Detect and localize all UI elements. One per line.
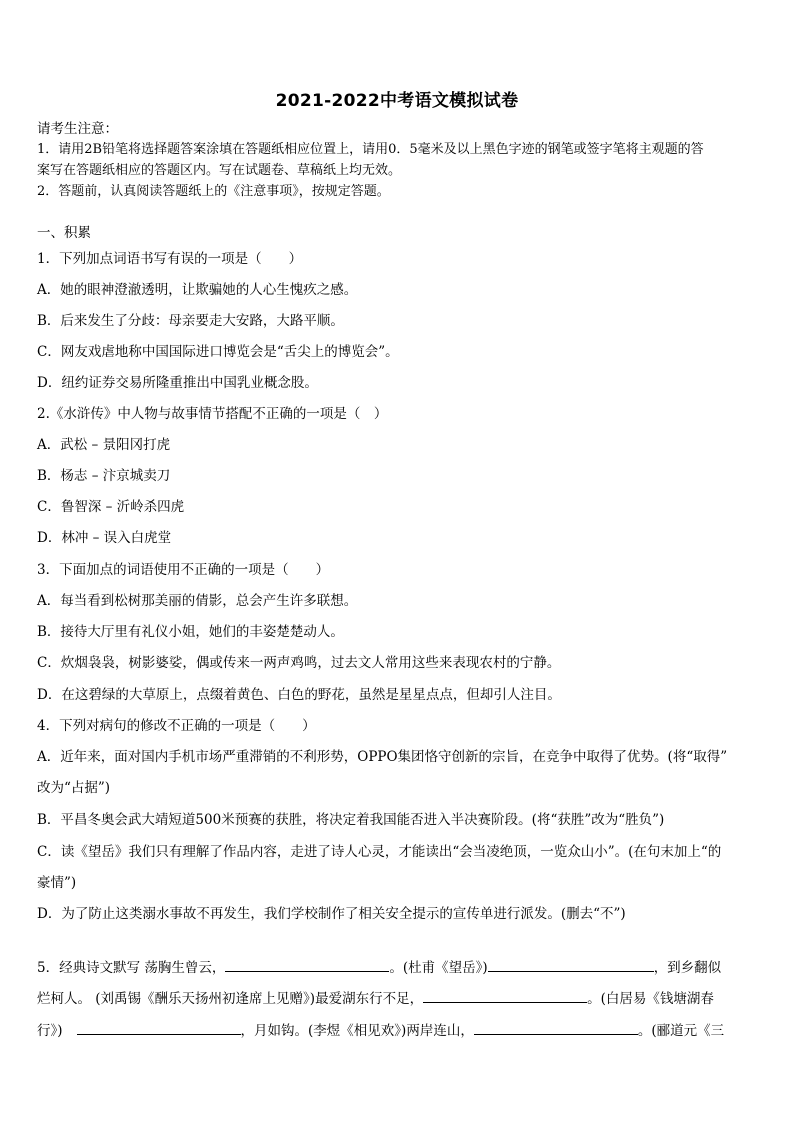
question-2-option-a: A．武松 – 景阳冈打虎 — [37, 437, 171, 453]
question-3-stem: 3．下面加点的词语使用不正确的一项是（ ） — [37, 562, 330, 578]
question-1-stem: 1．下列加点词语书写有误的一项是（ ） — [37, 251, 303, 267]
question-5-source-4: 。(郦道元《三 — [637, 1023, 725, 1039]
question-2-stem: 2.《水浒传》中人物与故事情节搭配不正确的一项是（ ） — [37, 406, 388, 422]
question-5-line-3 — [37, 1020, 759, 1040]
answer-blank-3[interactable] — [423, 988, 587, 1003]
answer-blank-1[interactable] — [225, 957, 389, 972]
notice-heading: 请考生注意： — [37, 121, 118, 137]
question-2-option-b: B．杨志 – 汴京城卖刀 — [37, 468, 171, 484]
question-5-line-2 — [37, 988, 759, 1008]
question-4-option-c-line-1: C．读《望岳》我们只有理解了作品内容，走进了诗人心灵，才能读出“会当凌绝顶，一览众山小”。(在句末加上“的 — [37, 844, 722, 860]
question-5-text-2: 烂柯人。 (刘禹锡《酬乐天扬州初逢席上见赠》)最爱湖东行不足， — [37, 991, 424, 1007]
question-2-option-c: C．鲁智深 – 沂岭杀四虎 — [37, 499, 185, 515]
notice-item-2: 2．答题前，认真阅读答题纸上的《注意事项》，按规定答题。 — [37, 184, 390, 199]
question-5-source-3: 行》) — [37, 1023, 63, 1039]
question-3-option-b: B．接待大厅里有礼仪小姐，她们的丰姿楚楚动人。 — [37, 624, 344, 640]
notice-item-1-line-2: 案写在答题纸相应的答题区内。写在试题卷、草稿纸上均无效。 — [37, 163, 402, 178]
page-title: 2021-2022中考语文模拟试卷 — [275, 91, 519, 111]
question-5-prompt: 5．经典诗文默写 荡胸生曾云， — [37, 960, 226, 976]
answer-blank-5[interactable] — [474, 1020, 638, 1035]
question-2-option-d: D．林冲 – 误入白虎堂 — [37, 530, 172, 546]
question-4-option-a-line-1: A．近年来，面对国内手机市场严重滞销的不利形势，OPPO集团恪守创新的宗旨，在竞争中取得了优势。(将“取得” — [37, 749, 728, 765]
question-5-text-3: ，月如钩。(李煜《相见欢》)两岸连山， — [240, 1023, 474, 1039]
question-4-option-d: D．为了防止这类溺水事故不再发生，我们学校制作了相关安全提示的宣传单进行派发。(删去“不”) — [37, 906, 626, 922]
question-4-option-b: B．平昌冬奥会武大靖短道500米预赛的获胜，将决定着我国能否进入半决赛阶段。(将“获胜”改为“胜负”) — [37, 812, 665, 828]
question-3-option-d: D．在这碧绿的大草原上，点缀着黄色、白色的野花，虽然是星星点点，但却引人注目。 — [37, 687, 561, 703]
question-5-text-1: ，到乡翻似 — [653, 960, 722, 976]
question-1-option-c: C．网友戏虐地称中国国际进口博览会是“舌尖上的博览会”。 — [37, 344, 399, 360]
question-3-option-c: C．炊烟袅袅，树影婆娑，偶或传来一两声鸡鸣，过去文人常用这些来表现农村的宁静。 — [37, 655, 561, 671]
section-heading-accumulation: 一、积累 — [37, 225, 91, 241]
question-4-option-a-line-2: 改为“占据”) — [37, 780, 111, 796]
answer-blank-2[interactable] — [488, 957, 654, 972]
question-4-option-c-line-2: 豪情”) — [37, 875, 77, 891]
question-3-option-a: A．每当看到松树那美丽的倩影，总会产生许多联想。 — [37, 593, 358, 609]
question-5-line-1 — [37, 957, 759, 977]
notice-item-1-line-1: 1．请用2B铅笔将选择题答案涂填在答题纸相应位置上，请用0．5毫米及以上黑色字迹的钢笔或签字笔将主观题的答 — [37, 142, 704, 157]
question-5-source-1: 。(杜甫《望岳》) — [389, 960, 488, 976]
answer-blank-4[interactable] — [77, 1020, 241, 1035]
question-1-option-a: A．她的眼神澄澈透明，让欺骗她的人心生愧疚之感。 — [37, 282, 358, 298]
question-1-option-b: B．后来发生了分歧：母亲要走大安路，大路平顺。 — [37, 313, 344, 329]
question-4-stem: 4．下列对病句的修改不正确的一项是（ ） — [37, 718, 316, 734]
question-5-source-2: 。(白居易《钱塘湖春 — [587, 991, 714, 1007]
question-1-option-d: D．纽约证券交易所隆重推出中国乳业概念股。 — [37, 375, 318, 391]
